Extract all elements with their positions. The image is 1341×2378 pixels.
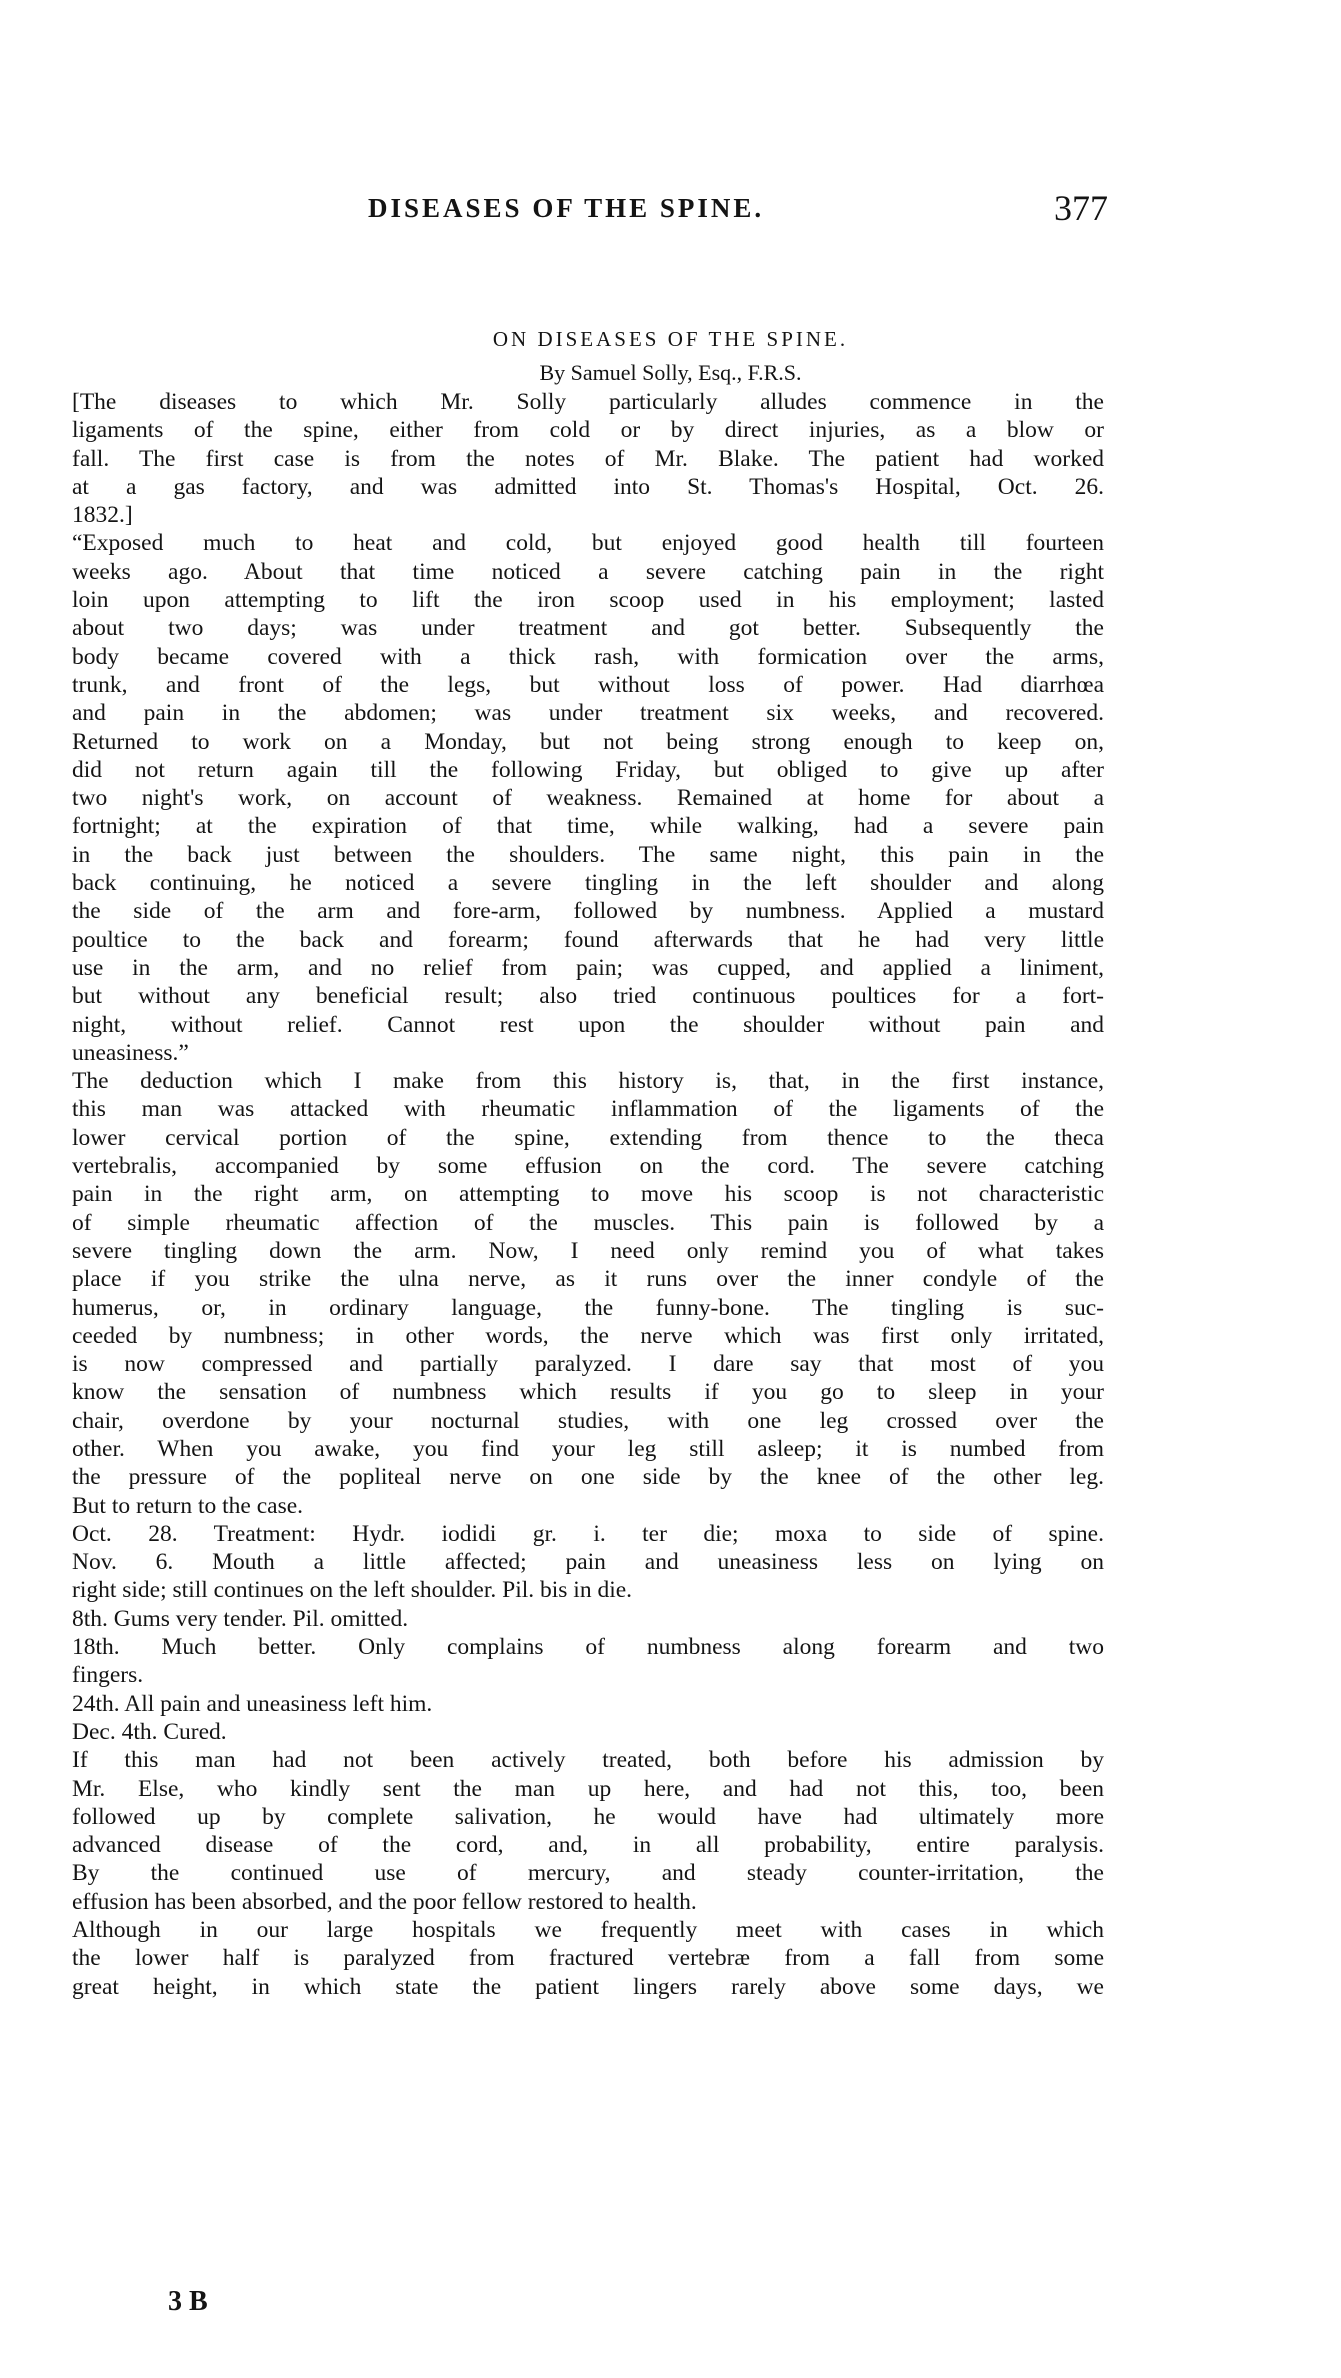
- text-line: If this man had not been actively treated, both before his admission by: [72, 1747, 1104, 1774]
- text-line: effusion has been absorbed, and the poor fellow restored to health.: [72, 1888, 697, 1915]
- text-line: humerus, or, in ordinary language, the funny-bone. The tingling is suc-: [72, 1294, 1104, 1321]
- text-line: Oct. 28. Treatment: Hydr. iodidi gr. i. ter die; moxa to side of spine.: [72, 1520, 1104, 1547]
- text-line: two night's work, on account of weakness. Remained at home for about a: [72, 785, 1104, 812]
- byline: By Samuel Solly, Esq., F.R.S.: [539, 360, 802, 385]
- text-line: weeks ago. About that time noticed a severe catching pain in the right: [72, 558, 1104, 585]
- text-line: Nov. 6. Mouth a little affected; pain and uneasiness less on lying on: [72, 1549, 1104, 1576]
- text-line: By the continued use of mercury, and steady counter-irritation, the: [72, 1860, 1104, 1887]
- text-line: great height, in which state the patient lingers rarely above some days, we: [72, 1973, 1104, 2000]
- text-line: But to return to the case.: [72, 1492, 304, 1519]
- text-line: trunk, and front of the legs, but without loss of power. Had diarrhœa: [72, 671, 1104, 698]
- page-number: 377: [1054, 188, 1108, 228]
- text-line: uneasiness.”: [72, 1039, 189, 1066]
- text-line: ceeded by numbness; in other words, the nerve which was first only irritated,: [72, 1322, 1104, 1349]
- text-line: this man was attacked with rheumatic inflammation of the ligaments of the: [72, 1096, 1104, 1123]
- text-line: “Exposed much to heat and cold, but enjoyed good health till fourteen: [72, 530, 1104, 557]
- text-line: but without any beneficial result; also tried continuous poultices for a fort-: [72, 983, 1104, 1010]
- text-line: body became covered with a thick rash, with formication over the arms,: [72, 643, 1104, 670]
- text-line: advanced disease of the cord, and, in all probability, entire paralysis.: [72, 1832, 1104, 1859]
- text-line: lower cervical portion of the spine, extending from thence to the theca: [72, 1124, 1104, 1151]
- text-line: ligaments of the spine, either from cold or by direct injuries, as a blow or: [72, 417, 1104, 444]
- text-line: right side; still continues on the left shoulder. Pil. bis in die.: [72, 1577, 633, 1604]
- text-line: Mr. Else, who kindly sent the man up here, and had not this, too, been: [72, 1775, 1104, 1802]
- article-title: ON DISEASES OF THE SPINE.: [492, 327, 849, 351]
- text-line: the side of the arm and fore-arm, followed by numbness. Applied a mustard: [72, 898, 1104, 925]
- text-line: in the back just between the shoulders. The same night, this pain in the: [72, 841, 1104, 868]
- text-line: at a gas factory, and was admitted into St. Thomas's Hospital, Oct. 26.: [72, 473, 1104, 500]
- text-line: Although in our large hospitals we frequently meet with cases in which: [72, 1917, 1104, 1944]
- text-line: fortnight; at the expiration of that time, while walking, had a severe pain: [72, 813, 1104, 840]
- text-line: back continuing, he noticed a severe tingling in the left shoulder and along: [72, 870, 1104, 897]
- text-line: night, without relief. Cannot rest upon the shoulder without pain and: [72, 1011, 1104, 1038]
- text-line: 1832.]: [72, 502, 133, 529]
- text-line: the lower half is paralyzed from fractured vertebræ from a fall from some: [72, 1945, 1104, 1972]
- text-line: about two days; was under treatment and got better. Subsequently the: [72, 615, 1104, 642]
- text-line: Dec. 4th. Cured.: [72, 1718, 227, 1745]
- text-line: of simple rheumatic affection of the muscles. This pain is followed by a: [72, 1209, 1104, 1236]
- text-line: followed up by complete salivation, he would have had ultimately more: [72, 1803, 1104, 1830]
- text-line: 8th. Gums very tender. Pil. omitted.: [72, 1605, 409, 1632]
- text-line: did not return again till the following Friday, but obliged to give up after: [72, 756, 1104, 783]
- text-line: chair, overdone by your nocturnal studies, with one leg crossed over the: [72, 1407, 1104, 1434]
- text-line: other. When you awake, you find your leg still asleep; it is numbed from: [72, 1435, 1104, 1462]
- text-line: know the sensation of numbness which results if you go to sleep in your: [72, 1379, 1104, 1406]
- text-line: place if you strike the ulna nerve, as it runs over the inner condyle of the: [72, 1266, 1104, 1293]
- text-line: and pain in the abdomen; was under treatment six weeks, and recovered.: [72, 700, 1104, 727]
- running-head: [368, 188, 1108, 233]
- text-line: use in the arm, and no relief from pain; was cupped, and applied a liniment,: [72, 954, 1104, 981]
- body-text: [72, 388, 1104, 2001]
- text-line: fall. The first case is from the notes of Mr. Blake. The patient had worked: [72, 445, 1104, 472]
- running-title: DISEASES OF THE SPINE.: [368, 193, 765, 223]
- signature-mark: 3 B: [168, 2286, 208, 2317]
- text-line: severe tingling down the arm. Now, I need only remind you of what takes: [72, 1237, 1104, 1264]
- text-line: fingers.: [72, 1662, 144, 1689]
- text-line: is now compressed and partially paralyzed. I dare say that most of you: [72, 1351, 1104, 1378]
- text-line: The deduction which I make from this history is, that, in the first instance,: [72, 1068, 1104, 1095]
- text-line: 18th. Much better. Only complains of numbness along forearm and two: [72, 1634, 1104, 1661]
- text-line: 24th. All pain and uneasiness left him.: [72, 1690, 433, 1717]
- text-line: poultice to the back and forearm; found afterwards that he had very little: [72, 926, 1104, 953]
- text-line: loin upon attempting to lift the iron scoop used in his employment; lasted: [72, 587, 1104, 614]
- text-line: [The diseases to which Mr. Solly particularly alludes commence in the: [72, 389, 1104, 415]
- text-line: pain in the right arm, on attempting to move his scoop is not characteristic: [72, 1181, 1104, 1208]
- text-line: Returned to work on a Monday, but not being strong enough to keep on,: [72, 728, 1104, 755]
- text-line: the pressure of the popliteal nerve on one side by the knee of the other leg.: [72, 1464, 1104, 1491]
- text-line: vertebralis, accompanied by some effusion on the cord. The severe catching: [72, 1153, 1104, 1180]
